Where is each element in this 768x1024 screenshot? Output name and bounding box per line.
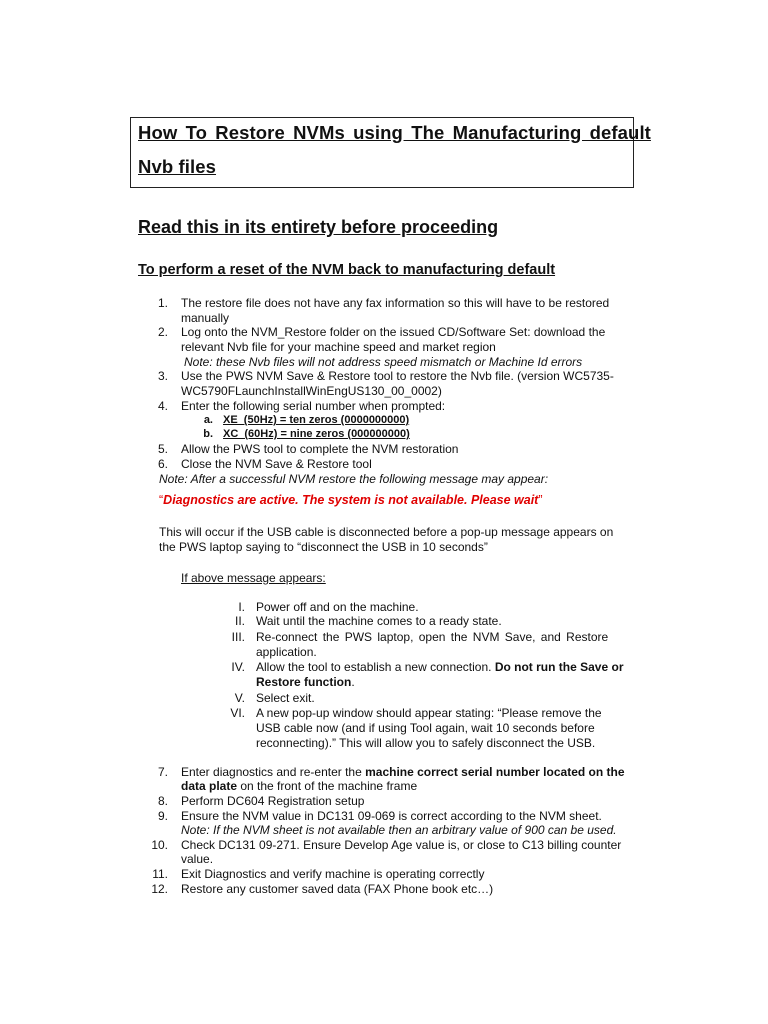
roman-4-post: . — [351, 675, 355, 689]
step-8-number: 8. — [157, 794, 168, 808]
roman-3-line-1: Re-connect the PWS laptop, open the NVM Save, and Restore — [256, 630, 609, 644]
step-6-number: 6. — [157, 457, 168, 471]
step-7-bold-1: machine correct serial number located on the — [365, 765, 625, 779]
step-9-note: Note: If the NVM sheet is not available then an arbitrary value of 900 can be used. — [181, 823, 617, 837]
roman-4-bold-1: Do not run the Save or — [494, 660, 624, 674]
roman-5-text: Select exit. — [256, 691, 315, 705]
roman-4-number: IV. — [231, 660, 245, 674]
serial-a-text: XE_(50Hz) = ten zeros (0000000000) — [223, 414, 410, 426]
step-7-bold-2: data plate — [181, 779, 238, 793]
diagnostics-message — [159, 493, 543, 508]
step-12-number: 12. — [151, 882, 168, 896]
step-2-line-1: Log onto the NVM_Restore folder on the issued CD/Software Set: download the — [181, 325, 606, 339]
roman-6-line-1: A new pop-up window should appear stating: “Please remove the — [256, 706, 602, 720]
step-1-line-2: manually — [181, 311, 230, 325]
roman-6-line-2: USB cable now (and if using Tool again, wait 10 seconds before — [256, 721, 595, 735]
step-3-line-2: WC5790FLaunchInstallWinEngUS130_00_0002) — [181, 384, 442, 398]
step-7-line-2 — [181, 779, 417, 794]
step-5-text: Allow the PWS tool to complete the NVM restoration — [181, 442, 459, 456]
step-11-text: Exit Diagnostics and verify machine is operating correctly — [181, 867, 485, 881]
step-10-line-1: Check DC131 09-271. Ensure Develop Age value is, or close to C13 billing counter — [181, 838, 622, 852]
title-box — [130, 117, 651, 188]
roman-2-text: Wait until the machine comes to a ready state. — [256, 614, 502, 628]
title-line-2: Nvb files — [138, 156, 217, 177]
title-line-1: How To Restore NVMs using The Manufacturing default — [138, 122, 651, 143]
serial-b-letter: b. — [203, 428, 213, 440]
step-7-pre: Enter diagnostics and re-enter the — [181, 765, 366, 779]
step-10-number: 10. — [151, 838, 168, 852]
step-9-number: 9. — [157, 809, 168, 823]
roman-1-number: I. — [238, 600, 245, 614]
serial-a-letter: a. — [203, 414, 213, 426]
heading-perform-reset: To perform a reset of the NVM back to manufacturing default — [138, 262, 556, 278]
step-2-line-2: relevant Nvb file for your machine speed and market region — [181, 340, 496, 354]
step-10-line-2: value. — [181, 852, 214, 866]
step-11-number: 11. — [152, 867, 168, 881]
serial-b-text: XC_(60Hz) = nine zeros (000000000) — [223, 428, 410, 440]
roman-4-line-1 — [256, 660, 624, 675]
diag-close-quote: ” — [538, 493, 543, 507]
step-5-number: 5. — [157, 442, 168, 456]
step-1-number: 1. — [157, 296, 168, 310]
step-2-number: 2. — [157, 325, 168, 339]
step-7-number: 7. — [157, 765, 168, 779]
heading-read-entirety: Read this in its entirety before proceeding — [138, 217, 499, 237]
usb-paragraph-line-1: This will occur if the USB cable is disconnected before a pop-up message appears on — [159, 525, 614, 539]
roman-1-text: Power off and on the machine. — [256, 600, 419, 614]
diag-open-quote: “ — [159, 493, 164, 507]
diag-message-text: Diagnostics are active. The system is not available. Please wait — [163, 493, 539, 507]
if-above-heading: If above message appears: — [181, 571, 326, 585]
roman-2-number: II. — [234, 614, 245, 628]
step-7-line-1 — [181, 765, 625, 780]
step-12-text: Restore any customer saved data (FAX Phone book etc…) — [181, 882, 494, 896]
roman-6-number: VI. — [230, 706, 245, 720]
step-7-post: on the front of the machine frame — [237, 779, 418, 793]
roman-3-line-2: application. — [256, 645, 317, 659]
roman-4-bold-2: Restore function — [256, 675, 352, 689]
roman-3-number: III. — [231, 630, 245, 644]
roman-6-line-3: reconnecting).” This will allow you to safely disconnect the USB. — [256, 736, 596, 750]
note-after-restore: Note: After a successful NVM restore the following message may appear: — [159, 472, 549, 486]
roman-4-pre: Allow the tool to establish a new connection. — [256, 660, 495, 674]
step-3-number: 3. — [157, 369, 168, 383]
step-2-note: Note: these Nvb files will not address speed mismatch or Machine Id errors — [184, 355, 583, 369]
step-8-text: Perform DC604 Registration setup — [181, 794, 365, 808]
step-9-text: Ensure the NVM value in DC131 09-069 is correct according to the NVM sheet. — [181, 809, 602, 823]
step-1-line-1: The restore file does not have any fax information so this will have to be restored — [181, 296, 610, 310]
step-3-line-1: Use the PWS NVM Save & Restore tool to restore the Nvb file. (version WC5735- — [181, 369, 614, 383]
roman-4-line-2 — [256, 675, 355, 690]
step-4-line-1: Enter the following serial number when prompted: — [181, 399, 446, 413]
step-6-text: Close the NVM Save & Restore tool — [181, 457, 372, 471]
usb-paragraph-line-2: the PWS laptop saying to “disconnect the USB in 10 seconds” — [159, 540, 488, 554]
roman-5-number: V. — [234, 691, 245, 705]
step-4-number: 4. — [157, 399, 168, 413]
